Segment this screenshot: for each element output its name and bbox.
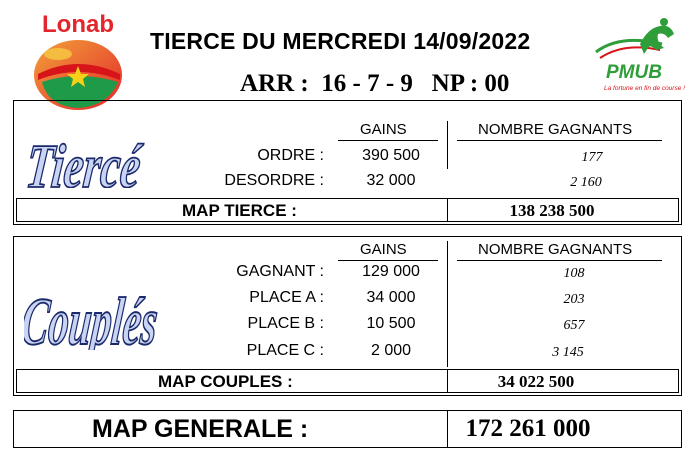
tierce-row-gagnants: 2 160 xyxy=(570,175,602,190)
couples-row-gain: 34 000 xyxy=(366,289,416,306)
pmub-logo xyxy=(590,14,686,96)
couples-row-gagnants: 108 xyxy=(563,266,585,281)
couples-row-gagnants: 203 xyxy=(563,292,585,307)
pmub-tagline: La fortune en fin de course ! xyxy=(604,85,685,92)
tierce-map-value: 138 238 500 xyxy=(509,201,595,220)
tierce-col-gagnants: NOMBRE GAGNANTS xyxy=(478,121,633,138)
tierce-row-gain: 390 500 xyxy=(362,147,420,164)
svg-text:Couplés: Couplés xyxy=(24,284,162,350)
couples-map-label: MAP COUPLES : xyxy=(158,372,293,391)
couples-col-gagnants: NOMBRE GAGNANTS xyxy=(478,241,633,258)
tierce-row-gain: 32 000 xyxy=(366,172,416,189)
couples-row-gagnants: 3 145 xyxy=(552,345,584,360)
result-line: ARR : 16 - 7 - 9 NP : 00 xyxy=(240,70,510,97)
general-map-label: MAP GENERALE : xyxy=(92,415,309,443)
svg-text:Tiercé: Tiercé xyxy=(26,132,144,188)
couples-row-label: PLACE B : xyxy=(247,315,324,332)
lonab-logo xyxy=(28,8,132,114)
couples-col-gains: GAINS xyxy=(360,241,407,258)
couples-row-gagnants: 657 xyxy=(563,318,585,333)
tierce-col-gains: GAINS xyxy=(360,121,407,138)
couples-row-label: GAGNANT : xyxy=(236,263,324,280)
tierce-row-label: ORDRE : xyxy=(257,147,324,164)
lonab-logo-text: Lonab xyxy=(42,11,114,38)
couples-row-label: PLACE C : xyxy=(246,342,324,359)
tierce-row-gagnants: 177 xyxy=(581,150,603,165)
general-map-value: 172 261 000 xyxy=(465,415,591,442)
couples-row-gain: 129 000 xyxy=(362,263,420,280)
couples-row-label: PLACE A : xyxy=(249,289,324,306)
tierce-map-label: MAP TIERCE : xyxy=(182,201,297,220)
tierce-row-label: DESORDRE : xyxy=(224,172,324,189)
page-title: TIERCE DU MERCREDI 14/09/2022 xyxy=(150,28,531,54)
pmub-logo-text: PMUB xyxy=(606,62,662,83)
couples-map-value: 34 022 500 xyxy=(497,372,575,391)
couples-row-gain: 2 000 xyxy=(370,342,412,359)
couples-row-gain: 10 500 xyxy=(366,315,416,332)
